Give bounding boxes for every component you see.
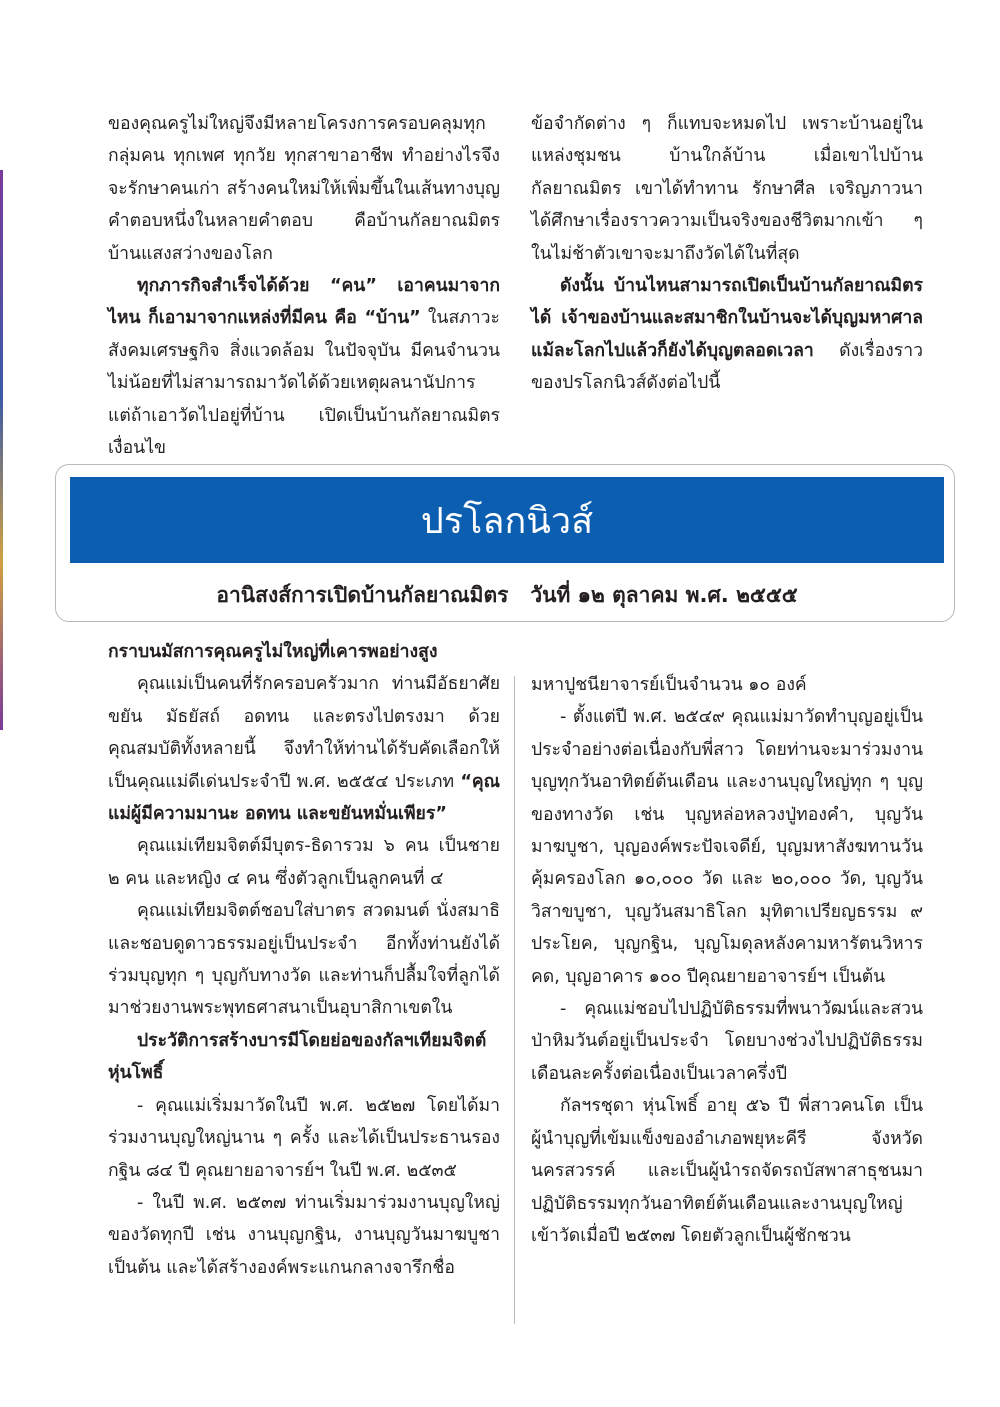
section-subtitle	[70, 579, 944, 612]
paragraph: มหาปูชนียาจารย์เป็นจำนวน ๑๐ องค์	[531, 675, 807, 695]
paragraph	[531, 270, 923, 400]
column-divider	[514, 676, 515, 1324]
page-edge-strip	[0, 170, 3, 730]
bottom-left-column	[108, 636, 500, 1284]
paragraph: - ตั้งแต่ปี พ.ศ. ๒๕๔๙ คุณแม่มาวัดทำบุญอยู่เป็นประจำอย่างต่อเนื่องกับพี่สาว โดยท่านจะมาร่วมงานบุญทุกวันอาทิตย์ต้นเดือน และงานบุญใหญ่ทุก ๆ บุญของทางวัด เช่น บุญหล่อหลวงปู่ทองคำ, บุญวันมาฆบูชา, บุญองค์พระปัจเจดีย์, บุญมหาสังฆทานวันคุ้มครองโลก ๑๐,๐๐๐ วัด และ ๒๐,๐๐๐ วัด, บุญวันวิสาขบูชา, บุญวันสมาธิโลก มุทิตาเปรียญธรรม ๙ ประโยค, บุญกฐิน, บุญโมดุลหลังคามหารัตนวิหารคด, บุญอาคาร ๑๐๐ ปีคุณยายอาจารย์ฯ เป็นต้น	[531, 707, 923, 987]
text: คุณแม่เป็นคนที่รักครอบครัวมาก ท่านมีอัธยาศัยขยัน มัธยัสถ์ อดทน และตรงไปตรงมา ด้วยคุณสมบัติทั้งหลายนี้ จึงทำให้ท่านได้รับคัดเลือกให้เป็นคุณแม่ดีเด่นประจำปี พ.ศ. ๒๕๕๔ ประเภท	[108, 674, 500, 792]
paragraph	[108, 270, 500, 464]
paragraph: ข้อจำกัดต่าง ๆ ก็แทบจะหมดไป เพราะบ้านอยู่ในแหล่งชุมชน บ้านใกล้บ้าน เมื่อเขาไปบ้านกัลยาณมิตร เขาได้ทำทาน รักษาศีล เจริญภาวนา ได้ศึกษาเรื่องราวความเป็นจริงของชีวิตมากเข้า ๆ ในไม่ช้าตัวเขาจะมาถึงวัดได้ในที่สุด	[531, 114, 923, 264]
bold-text: ดังนั้น บ้านไหนสามารถเปิดเป็นบ้านกัลยาณมิตรได้ เจ้าของบ้านและสมาชิกในบ้านจะได้บุญมหาศาล แม้ละโลกไปแล้วก็ยังได้บุญตลอดเวลา	[531, 276, 923, 361]
bold-text: “คุณแม่ผู้มีความมานะ อดทน และขยันหมั่นเพียร”	[108, 771, 500, 825]
bold-text: ทุกภารกิจสำเร็จได้ด้วย “คน” เอาคนมาจากไหน ก็เอามาจากแหล่งที่มีคน คือ “บ้าน”	[108, 276, 500, 329]
paragraph: ของคุณครูไม่ใหญ่จึงมีหลายโครงการครอบคลุมทุกกลุ่มคน ทุกเพศ ทุกวัย ทุกสาขาอาชีพ ทำอย่างไรจึงจะรักษาคนเก่า สร้างคนใหม่ให้เพิ่มขึ้นในเส้นทางบุญ คำตอบหนึ่งในหลายคำตอบ คือบ้านกัลยาณมิตร บ้านแสงสว่างของโลก	[108, 114, 500, 264]
paragraph: คุณแม่เทียมจิตต์ชอบใส่บาตร สวดมนต์ นั่งสมาธิ และชอบดูดาวธรรมอยู่เป็นประจำ อีกทั้งท่านยังได้ร่วมบุญทุก ๆ บุญกับทางวัด และท่านก็ปลื้มใจที่ลูกได้มาช่วยงานพระพุทธศาสนาเป็นอุบาสิกาเขตใน	[108, 901, 500, 1019]
paragraph: - คุณแม่ชอบไปปฏิบัติธรรมที่พนาวัฒน์และสวนป่าหิมวันต์อยู่เป็นประจำ โดยบางช่วงไปปฏิบัติธรรมเดือนละครั้งต่อเนื่องเป็นเวลาครึ่งปี	[531, 999, 923, 1084]
paragraph: - คุณแม่เริ่มมาวัดในปี พ.ศ. ๒๕๒๗ โดยได้มาร่วมงานบุญใหญ่นาน ๆ ครั้ง และได้เป็นประธานรองกฐิน ๘๔ ปี คุณยายอาจารย์ฯ ในปี พ.ศ. ๒๕๓๕	[108, 1095, 500, 1181]
paragraph	[108, 668, 500, 830]
history-heading: ประวัติการสร้างบารมีโดยย่อของกัลฯเทียมจิตต์ หุ่นโพธิ์	[108, 1030, 487, 1084]
text: ดังเรื่องราวของปรโลกนิวส์ดังต่อไปนี้	[531, 340, 923, 394]
paragraph: คุณแม่เทียมจิตต์มีบุตร-ธิดารวม ๖ คน เป็นชาย ๒ คน และหญิง ๔ คน ซึ่งตัวลูกเป็นลูกคนที่ ๔	[108, 836, 500, 889]
paragraph: กัลฯรชุดา หุ่นโพธิ์ อายุ ๕๖ ปี พี่สาวคนโต เป็นผู้นำบุญที่เข้มแข็งของอำเภอพยุหะคีรี จังหวัดนครสวรรค์ และเป็นผู้นำรถจัดรถบัสพาสาธุชนมาปฏิบัติธรรมทุกวันอาทิตย์ต้นเดือนและงานบุญใหญ่เข้าวัดเมื่อปี ๒๕๓๗ โดยตัวลูกเป็นผู้ชักชวน	[531, 1096, 923, 1246]
letter-greeting-heading: กราบนมัสการคุณครูไม่ใหญ่ที่เคารพอย่างสูง	[108, 642, 438, 662]
subtitle-topic: อานิสงส์การเปิดบ้านกัลยาณมิตร	[216, 583, 509, 607]
subtitle-date: วันที่ ๑๒ ตุลาคม พ.ศ. ๒๕๕๕	[530, 583, 798, 607]
top-left-column	[108, 108, 500, 464]
top-right-column	[531, 108, 923, 400]
text: ในสภาวะสังคมเศรษฐกิจ สิ่งแวดล้อม ในปัจจุบัน มีคนจำนวนไม่น้อยที่ไม่สามารถมาวัดได้ด้วยเหตุผลนานัปการ แต่ถ้าเอาวัดไปอยู่ที่บ้าน เปิดเป็นบ้านกัลยาณมิตร เงื่อนไข	[108, 308, 500, 459]
section-banner-title: ปรโลกนิวส์	[70, 477, 944, 563]
paragraph: - ในปี พ.ศ. ๒๕๓๗ ท่านเริ่มมาร่วมงานบุญใหญ่ของวัดทุกปี เช่น งานบุญกฐิน, งานบุญวันมาฆบูชา เป็นต้น และได้สร้างองค์พระแกนกลางจารึกชื่อ	[108, 1192, 500, 1278]
bottom-right-column	[531, 669, 923, 1252]
